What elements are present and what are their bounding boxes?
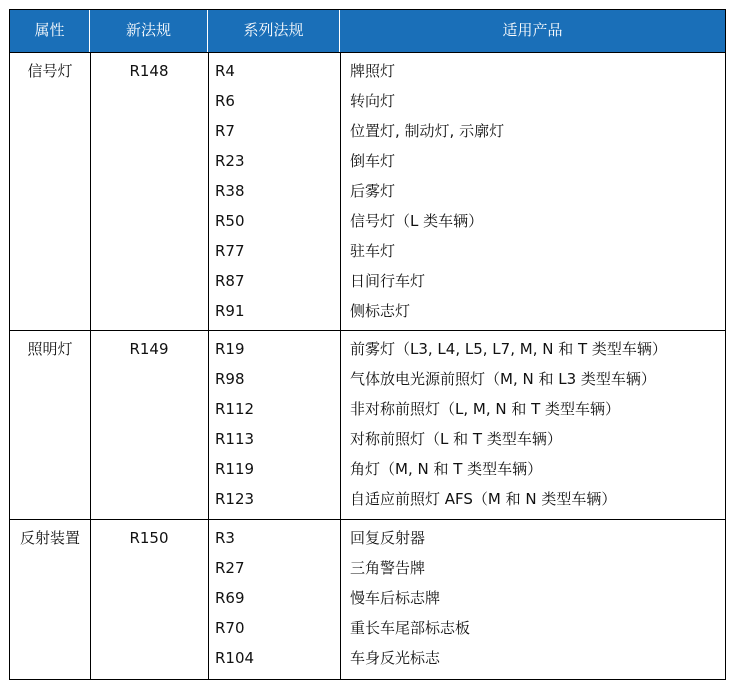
product-cell: 车身反光标志	[350, 649, 441, 667]
column-divider	[340, 53, 341, 330]
header-series-regulation: 系列法规	[208, 10, 340, 52]
column-divider	[208, 331, 209, 519]
series-regulation-cell: R23	[215, 152, 245, 170]
column-divider	[340, 520, 341, 679]
table-header	[10, 10, 725, 53]
product-cell: 回复反射器	[350, 529, 426, 547]
column-divider	[90, 331, 91, 519]
product-cell: 侧标志灯	[350, 302, 411, 320]
series-regulation-cell: R77	[215, 242, 245, 260]
group-attribute: 反射装置	[19, 529, 80, 547]
product-cell: 转向灯	[350, 92, 396, 110]
header-attribute: 属性	[10, 10, 90, 52]
column-divider	[208, 53, 209, 330]
product-cell: 信号灯（L 类车辆）	[350, 212, 484, 230]
regulation-table	[9, 9, 726, 680]
series-regulation-cell: R50	[215, 212, 245, 230]
column-divider	[90, 53, 91, 330]
product-cell: 牌照灯	[350, 62, 396, 80]
header-new-regulation: 新法规	[90, 10, 208, 52]
series-regulation-cell: R119	[215, 460, 255, 478]
product-cell: 自适应前照灯 AFS（M 和 N 类型车辆）	[350, 490, 617, 508]
series-regulation-cell: R123	[215, 490, 255, 508]
product-cell: 气体放电光源前照灯（M, N 和 L3 类型车辆）	[350, 370, 656, 388]
group-attribute: 信号灯	[27, 62, 73, 80]
product-cell: 角灯（M, N 和 T 类型车辆）	[350, 460, 543, 478]
product-cell: 前雾灯（L3, L4, L5, L7, M, N 和 T 类型车辆）	[350, 340, 667, 358]
series-regulation-cell: R19	[215, 340, 245, 358]
series-regulation-cell: R69	[215, 589, 245, 607]
group-attribute: 照明灯	[27, 340, 73, 358]
table-group-lighting-lamps	[10, 331, 725, 520]
series-regulation-cell: R4	[215, 62, 235, 80]
table-group-signal-lamps	[10, 53, 725, 331]
product-cell: 对称前照灯（L 和 T 类型车辆）	[350, 430, 562, 448]
product-cell: 三角警告牌	[350, 559, 426, 577]
group-new-regulation: R150	[129, 529, 169, 547]
table-group-reflective-devices	[10, 520, 725, 679]
product-cell: 驻车灯	[350, 242, 396, 260]
series-regulation-cell: R27	[215, 559, 245, 577]
product-cell: 后雾灯	[350, 182, 396, 200]
series-regulation-cell: R113	[215, 430, 255, 448]
series-regulation-cell: R3	[215, 529, 235, 547]
series-regulation-cell: R38	[215, 182, 245, 200]
group-new-regulation: R148	[129, 62, 169, 80]
series-regulation-cell: R91	[215, 302, 245, 320]
product-cell: 重长车尾部标志板	[350, 619, 471, 637]
series-regulation-cell: R87	[215, 272, 245, 290]
series-regulation-cell: R70	[215, 619, 245, 637]
header-applicable-products: 适用产品	[502, 21, 563, 39]
series-regulation-cell: R104	[215, 649, 255, 667]
series-regulation-cell: R7	[215, 122, 235, 140]
column-divider	[340, 331, 341, 519]
series-regulation-cell: R6	[215, 92, 235, 110]
product-cell: 倒车灯	[350, 152, 396, 170]
column-divider	[208, 520, 209, 679]
product-cell: 日间行车灯	[350, 272, 426, 290]
series-regulation-cell: R112	[215, 400, 255, 418]
product-cell: 慢车后标志牌	[350, 589, 441, 607]
series-regulation-cell: R98	[215, 370, 245, 388]
product-cell: 位置灯, 制动灯, 示廓灯	[350, 122, 505, 140]
product-cell: 非对称前照灯（L, M, N 和 T 类型车辆）	[350, 400, 621, 418]
group-new-regulation: R149	[129, 340, 169, 358]
